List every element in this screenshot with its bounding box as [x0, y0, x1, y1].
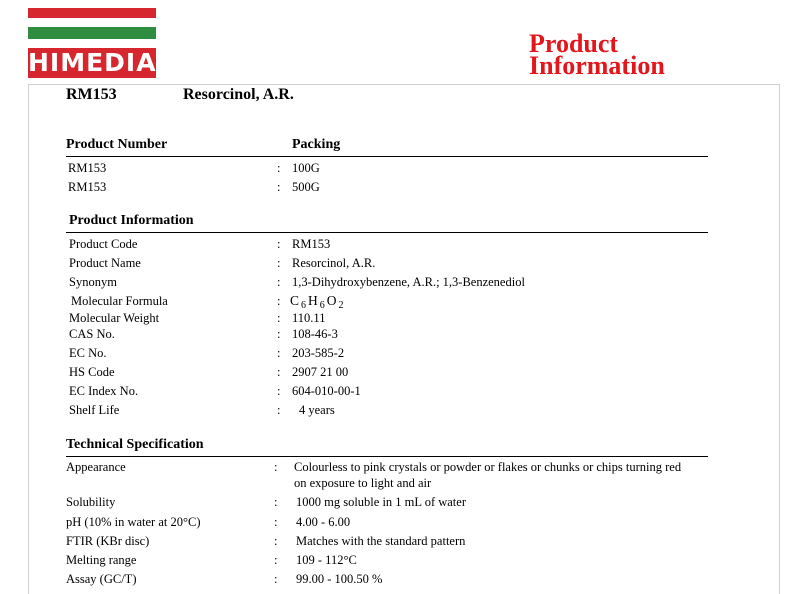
frame-top-border	[28, 84, 780, 85]
spec-value: 99.00 - 100.50 %	[296, 572, 383, 586]
info-label: EC Index No.	[69, 384, 139, 398]
colon: :	[274, 572, 278, 586]
colon: :	[277, 256, 281, 270]
spec-value: 4.00 - 6.00	[296, 515, 351, 529]
spec-value: 109 - 112°C	[296, 553, 357, 567]
frame-right-border	[779, 84, 780, 594]
colon: :	[277, 346, 281, 360]
spec-value: 1000 mg soluble in 1 mL of water	[296, 495, 466, 509]
info-label: CAS No.	[69, 327, 115, 341]
document-title	[529, 29, 665, 80]
technical-specification-heading: Technical Specification	[66, 437, 204, 452]
spec-label: Appearance	[66, 460, 126, 474]
formula-hydrogen: H	[308, 293, 318, 308]
info-label: HS Code	[69, 365, 115, 379]
spec-value-line1: Colourless to pink crystals or powder or flakes or chunks or chips turning red	[294, 460, 682, 474]
packing-row-number: RM153	[68, 180, 107, 194]
spec-label: Melting range	[66, 553, 137, 567]
product-information-heading: Product Information	[69, 213, 194, 228]
formula-oxygen-count: 2	[338, 300, 344, 311]
colon: :	[277, 161, 281, 175]
info-value: Resorcinol, A.R.	[292, 256, 376, 270]
colon: :	[274, 553, 278, 567]
formula-carbon-count: 6	[301, 300, 307, 311]
info-label: Product Code	[69, 237, 138, 251]
info-value: 203-585-2	[292, 346, 345, 360]
colon: :	[277, 327, 281, 341]
info-label: Product Name	[69, 256, 141, 270]
colon: :	[277, 384, 281, 398]
formula-oxygen: O	[326, 293, 337, 308]
info-label: Synonym	[69, 275, 117, 289]
formula-hydrogen-count: 6	[319, 300, 325, 311]
info-value: RM153	[292, 237, 331, 251]
molecular-formula	[290, 293, 346, 311]
colon: :	[277, 180, 281, 194]
info-label: EC No.	[69, 346, 107, 360]
info-label: Molecular Weight	[69, 311, 160, 325]
himedia-logo: HIMEDIA	[28, 48, 157, 77]
header-product-code: RM153	[66, 86, 117, 103]
packing-header-rule	[66, 156, 708, 157]
info-value: 108-46-3	[292, 327, 338, 341]
product-information-rule	[66, 232, 708, 233]
logo-stripe-white	[28, 18, 156, 27]
info-value: 1,3-Dihydroxybenzene, A.R.; 1,3-Benzenediol	[292, 275, 525, 289]
packing-col-packing: Packing	[292, 137, 341, 152]
spec-value: Matches with the standard pattern	[296, 534, 466, 548]
colon: :	[277, 237, 281, 251]
colon: :	[274, 515, 278, 529]
packing-row-number: RM153	[68, 161, 107, 175]
technical-specification-rule	[66, 456, 708, 457]
packing-col-product-number: Product Number	[66, 137, 168, 152]
info-value: 110.11	[292, 311, 326, 325]
document-title-line2: Information	[529, 51, 665, 80]
spec-label: Assay (GC/T)	[66, 572, 137, 586]
colon: :	[277, 294, 281, 308]
spec-label: pH (10% in water at 20°C)	[66, 515, 201, 529]
logo-stripe-green	[28, 27, 156, 39]
info-label: Molecular Formula	[71, 294, 168, 308]
frame-left-border	[28, 84, 29, 594]
spec-label: Solubility	[66, 495, 116, 509]
colon: :	[277, 365, 281, 379]
spec-value-line2: on exposure to light and air	[294, 476, 432, 490]
packing-row-size: 100G	[292, 161, 320, 175]
header-product-name: Resorcinol, A.R.	[183, 86, 294, 103]
info-label: Shelf Life	[69, 403, 120, 417]
info-value: 4 years	[299, 403, 335, 417]
formula-carbon: C	[290, 293, 300, 308]
info-value: 604-010-00-1	[292, 384, 361, 398]
colon: :	[274, 495, 278, 509]
colon: :	[277, 275, 281, 289]
info-value: 2907 21 00	[292, 365, 349, 379]
document-title-line1: Product	[529, 29, 619, 58]
logo-stripe-red	[28, 8, 156, 18]
colon: :	[274, 534, 278, 548]
colon: :	[277, 311, 281, 325]
packing-row-size: 500G	[292, 180, 320, 194]
colon: :	[277, 403, 281, 417]
spec-label: FTIR (KBr disc)	[66, 534, 150, 548]
colon: :	[274, 460, 278, 474]
